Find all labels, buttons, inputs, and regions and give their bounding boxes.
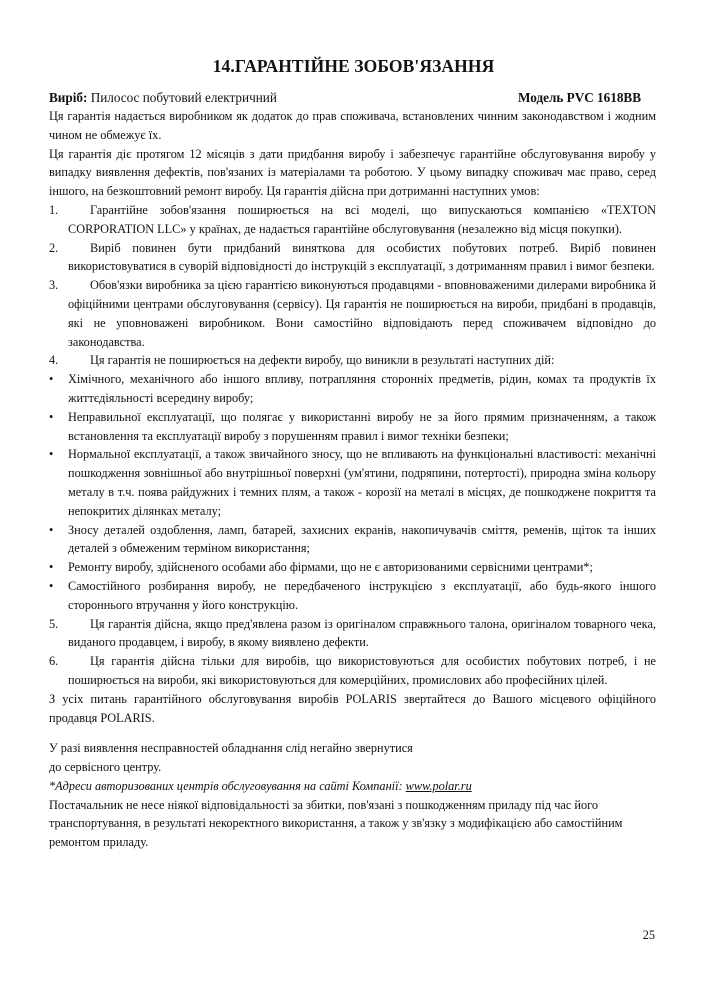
liability-line: ремонтом приладу.: [49, 835, 149, 850]
exclusion-item: [49, 445, 656, 520]
service-centers-link[interactable]: www.polar.ru: [405, 778, 472, 793]
condition-item: [49, 276, 656, 351]
intro-paragraph-1: Ця гарантія надається виробником як додаток до прав споживача, встановлених чинним законодавством і жодним чином не обмежує їх.: [49, 109, 656, 142]
condition-number: 3.: [49, 278, 59, 293]
liability-line: Постачальник не несе ніякої відповідальності за збитки, пов'язані з пошкодженням приладу під час його: [49, 797, 599, 812]
exclusion-item: [49, 521, 656, 559]
section-title: 14.ГАРАНТІЙНЕ ЗОБОВ'ЯЗАННЯ: [212, 56, 495, 76]
product-line: [49, 90, 655, 106]
condition-item: [49, 239, 656, 277]
product-label: Виріб:: [49, 90, 88, 105]
warranty-body: [49, 107, 656, 852]
notice-line: до сервісного центру.: [49, 760, 162, 775]
bullet-icon: •: [49, 409, 54, 424]
exclusion-text: Хімічного, механічного або іншого впливу, потрапляння сторонніх предметів, рідин, комах та продуктів їх життєдіяльності всередину виробу;: [68, 372, 656, 405]
page-number: 25: [642, 928, 655, 942]
condition-number: 4.: [49, 353, 59, 368]
condition-text: Ця гарантія дійсна тільки для виробів, що використовуються для особистих побутових потреб, і не поширюється на вироби, які використовуються для комерційних, промислових або професійних цілей.: [68, 654, 656, 687]
liability-line: транспортування, в результаті некоректного використання, а також у зв'язку з модифікацією або самостійним: [49, 816, 623, 831]
condition-text: Обов'язки виробника за цією гарантією виконуються продавцями - вповноваженими дилерами виробника й офіційними центрами обслуговування (сервісу). Ця гарантія не поширюється на вироби, придбані в продавців, які не уповноважені виробником. Вони самостійно відповідають перед споживачем відповідно до законодавства.: [68, 278, 656, 349]
spacer: [49, 727, 656, 739]
exclusion-item: [49, 558, 656, 577]
condition-item: [49, 351, 656, 370]
notice-line: У разі виявлення несправностей обладнання слід негайно звернутися: [49, 741, 413, 756]
exclusion-text: Нормальної експлуатації, а також звичайного зносу, що не впливають на функціональні властивості: механічні пошкодження зовнішньої або внутрішньої поверхні (ум'ятини, подряпини, потертості), природна зміна кольору металу в т.ч. поява райдужних і темних плям, а також - корозії на металі в місцях, де пошкоджене покриття та непокритих ділянках металу;: [68, 447, 656, 518]
exclusion-text: Зносу деталей оздоблення, ламп, батарей, захисних екранів, накопичувачів сміття, ременів, щіток та інших деталей з обмеженим терміном використання;: [68, 522, 656, 556]
exclusion-item: [49, 408, 656, 446]
bullet-icon: •: [49, 447, 54, 462]
condition-number: 5.: [49, 616, 59, 631]
footnote: [49, 777, 656, 796]
condition-number: 1.: [49, 202, 59, 217]
exclusion-item: [49, 577, 656, 615]
bullet-icon: •: [49, 578, 54, 593]
product-value: Пилосос побутовий електричний: [90, 90, 277, 105]
condition-text: Ця гарантія не поширюється на дефекти виробу, що виникли в результаті наступних дій:: [90, 353, 555, 368]
exclusion-text: Самостійного розбирання виробу, не передбаченого інструкцією з експлуатації, або будь-якого іншого стороннього втручання у його конструкцію.: [68, 578, 656, 612]
exclusion-text: Ремонту виробу, здійсненого особами або фірмами, що не є авторизованими сервісними центрами*;: [68, 560, 593, 575]
bullet-icon: •: [49, 372, 54, 387]
intro-paragraph-2: Ця гарантія діє протягом 12 місяців з дати придбання виробу і забезпечує гарантійне обслуговування виробу у випадку виявлення дефектів, пов'язаних із матеріалами та роботою. У цьому випадку споживач має право, серед іншого, на безкоштовний ремонт виробу. Ця гарантія дійсна при дотриманні наступних умов:: [49, 146, 656, 199]
condition-item: [49, 201, 656, 239]
exclusion-text: Неправильної експлуатації, що полягає у використанні виробу не за його прямим призначенням, а також встановлення та експлуатації виробу з порушенням правил і вимог техніки безпеки;: [68, 409, 656, 443]
exclusion-item: [49, 370, 656, 408]
bullet-icon: •: [49, 522, 54, 537]
condition-number: 2.: [49, 240, 59, 255]
product-model: Модель PVC 1618BB: [517, 90, 641, 105]
condition-item: [49, 615, 656, 653]
condition-text: Гарантійне зобов'язання поширюється на всі моделі, що випускаються компанією «TEXTON CORPORATION LLC» у країнах, де надається гарантійне обслуговування (незалежно від місця покупки).: [68, 202, 656, 236]
condition-item: [49, 652, 656, 690]
bullet-icon: •: [49, 560, 54, 575]
condition-text: Ця гарантія дійсна, якщо пред'явлена разом із оригіналом справжнього талона, оригіналом товарного чека, виданого продавцем, і виробу, в якому виявлено дефекти.: [68, 616, 656, 650]
footnote-text: *Адреси авторизованих центрів обслуговування на сайті Компанії:: [49, 778, 406, 793]
condition-text: Виріб повинен бути придбаний виняткова для особистих побутових потреб. Виріб повинен використовуватися в суворій відповідності до інструкцій з експлуатації, з дотриманням правил і вимог безпеки.: [68, 240, 656, 274]
condition-number: 6.: [49, 654, 59, 669]
closing-paragraph: З усіх питань гарантійного обслуговування виробів POLARIS звертайтеся до Вашого місцевого офіційного продавця POLARIS.: [49, 691, 656, 725]
